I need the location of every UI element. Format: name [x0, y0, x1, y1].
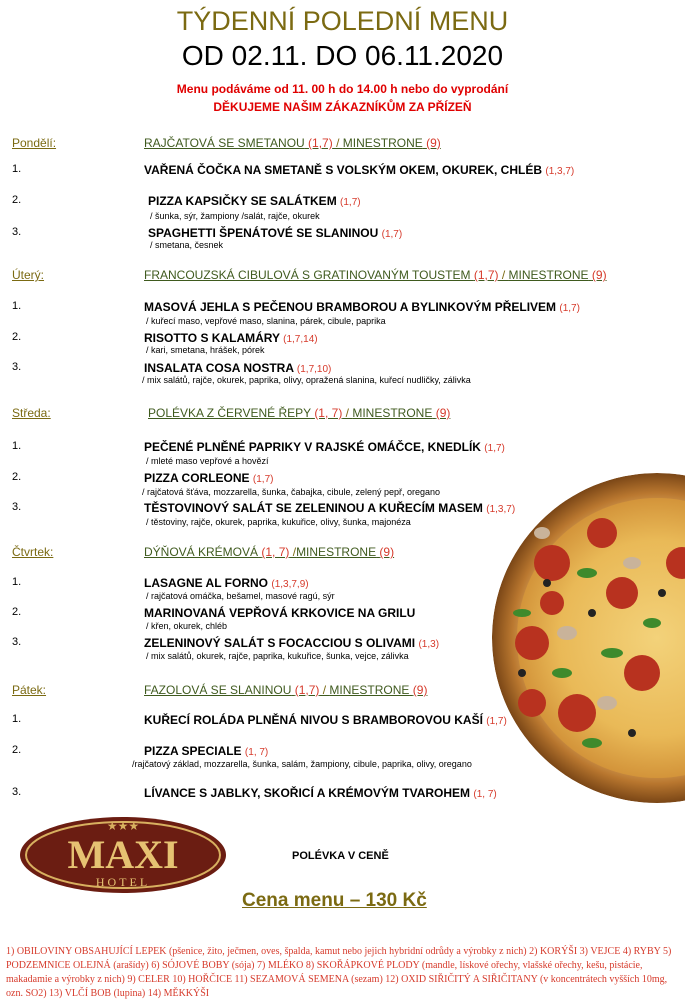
dish-allergens: (1, 7) — [473, 789, 497, 800]
date-range: OD 02.11. DO 06.11.2020 — [181, 40, 504, 71]
dish-name: PEČENÉ PLNĚNÉ PAPRIKY V RAJSKÉ OMÁČCE, KNEDLÍK — [144, 440, 481, 454]
dish-number: 3. — [12, 226, 22, 238]
dish-line — [144, 576, 309, 590]
soup2-name: MINESTRONE — [352, 406, 433, 420]
soup-line — [148, 406, 450, 420]
dish-ingredients: / šunka, sýr, žampiony /salát, rajče, okurek — [150, 211, 320, 221]
soup2-name: MINESTRONE — [329, 683, 410, 697]
dish-number: 1. — [12, 163, 22, 175]
dish-number: 1. — [12, 576, 22, 588]
dish-line — [144, 744, 268, 758]
soup-separator: / — [342, 406, 353, 420]
day-label: Čtvrtek: — [12, 545, 54, 559]
soup-separator: / — [289, 545, 297, 559]
dish-line — [144, 471, 273, 485]
soup-name: FAZOLOVÁ SE SLANINOU — [144, 683, 292, 697]
soup-allergens: (1, 7) — [261, 545, 290, 559]
dish-name: PIZZA SPECIALE — [144, 744, 242, 758]
logo-sub: HOTEL — [95, 875, 151, 889]
dish-line — [144, 331, 318, 345]
dish-name: MASOVÁ JEHLA S PEČENOU BRAMBOROU A BYLINKOVÝM PŘELIVEM — [144, 300, 557, 314]
dish-name: LASAGNE AL FORNO — [144, 576, 269, 590]
dish-line — [144, 163, 574, 177]
dish-ingredients: / rajčatová omáčka, bešamel, masové ragú, sýr — [146, 591, 335, 601]
soup-separator: / — [498, 268, 509, 282]
pizza-photo — [492, 473, 685, 803]
dish-number: 3. — [12, 636, 22, 648]
serving-hours: Menu podáváme od 11. 00 h do 14.00 h nebo do vyprodání — [176, 82, 509, 96]
dish-line — [144, 786, 497, 800]
dish-ingredients: / kari, smetana, hrášek, pórek — [146, 345, 265, 355]
soup-separator: / — [332, 136, 343, 150]
dish-number: 3. — [12, 361, 22, 373]
day-label: Pondělí: — [12, 136, 57, 150]
soup-name: RAJČATOVÁ SE SMETANOU — [144, 136, 305, 150]
soup2-allergens: (9) — [426, 136, 441, 150]
dish-allergens: (1,7) — [559, 303, 580, 314]
dish-ingredients: /rajčatový základ, mozzarella, šunka, salám, žampiony, cibule, paprika, olivy, oregano — [132, 759, 472, 769]
logo-name: MAXI — [67, 832, 179, 877]
dish-allergens: (1,3) — [418, 639, 440, 650]
dish-line — [144, 440, 505, 454]
dish-allergens: (1,7) — [484, 443, 505, 454]
dish-number: 3. — [12, 786, 22, 798]
soup-line — [144, 136, 441, 150]
soup-allergens: (1,7) — [294, 683, 320, 697]
dish-ingredients: / mleté maso vepřové a hovězí — [146, 456, 269, 466]
soup2-allergens: (9) — [591, 268, 607, 282]
dish-name: PIZZA CORLEONE — [144, 471, 250, 485]
dish-number: 3. — [12, 501, 22, 513]
dish-allergens: (1,3,7) — [486, 504, 516, 515]
dish-allergens: (1,7) — [381, 229, 403, 240]
dish-allergens: (1,7) — [252, 474, 274, 485]
dish-ingredients: / těstoviny, rajče, okurek, paprika, kukuřice, olivy, šunka, majonéza — [146, 517, 411, 527]
soup-line — [144, 545, 394, 559]
dish-name: ZELENINOVÝ SALÁT S FOCACCIOU S OLIVAMI — [144, 636, 416, 650]
soup2-allergens: (9) — [435, 406, 451, 420]
dish-line — [148, 194, 361, 208]
dish-name: SPAGHETTI ŠPENÁTOVÉ SE SLANINOU — [148, 226, 379, 240]
dish-line — [144, 501, 515, 515]
soup-line — [144, 268, 607, 282]
dish-name: KUŘECÍ ROLÁDA PLNĚNÁ NIVOU S BRAMBOROVOU KAŠÍ — [144, 713, 483, 727]
dish-ingredients: / mix salátů, okurek, rajče, paprika, kukuřice, šunka, vejce, zálivka — [146, 651, 409, 661]
dish-allergens: (1, 7) — [244, 747, 269, 758]
dish-ingredients: / kuřecí maso, vepřové maso, slanina, párek, cibule, paprika — [146, 316, 386, 326]
dish-line — [144, 606, 415, 620]
dish-name: TĚSTOVINOVÝ SALÁT SE ZELENINOU A KUŘECÍM MASEM — [144, 501, 483, 515]
menu-title: TÝDENNÍ POLEDNÍ MENU — [176, 6, 509, 36]
allergen-legend: 1) OBILOVINY OBSAHUJÍCÍ LEPEK (pšenice, žito, ječmen, oves, špalda, kamut nebo jejich hybridní odrůdy a výrobky z nich) 2) KORÝŠI 3) VEJCE 4) RYBY 5) PODZEMNICE OLEJNÁ (arašídy) 6) SÓJOVÉ BOBY (sója) 7) MLÉKO 8) SKOŘÁPKOVÉ PLODY (mandle, lískové ořechy, vlašské ořechy, kešu, pistácie, makadamie a výrobky z nich) 9) CELER 10) HOŘČICE 11) SEZAMOVÁ SEMENA (sezam) 12) OXID SIŘIČITÝ A SIŘIČITANY (v koncentrátech vyšších 10mg, ozn. SO2) 13) VLČÍ BOB (lupina) 14) MĚKKÝŠI — [6, 946, 672, 999]
dish-number: 2. — [12, 744, 22, 756]
soup2-name: MINESTRONE — [342, 136, 423, 150]
soup2-name: MINESTRONE — [508, 268, 589, 282]
soup-allergens: (1, 7) — [314, 406, 343, 420]
dish-name: RISOTTO S KALAMÁRY — [144, 331, 280, 345]
day-label: Pátek: — [12, 683, 47, 697]
dish-ingredients: / rajčatová šťáva, mozzarella, šunka, čabajka, cibule, zelený pepř, oregano — [142, 487, 441, 497]
logo-stars: ★★★ — [106, 819, 140, 833]
dish-number: 2. — [12, 331, 22, 343]
soup-allergens: (1,7) — [308, 136, 333, 150]
dish-line — [144, 361, 331, 375]
dish-number: 2. — [12, 471, 22, 483]
dish-name: INSALATA COSA NOSTRA — [144, 361, 294, 375]
soup-separator: / — [319, 683, 330, 697]
day-label: Úterý: — [12, 268, 45, 282]
soup2-name: MINESTRONE — [296, 545, 377, 559]
soup-included: POLÉVKA V CENĚ — [292, 850, 389, 862]
dish-name: LÍVANCE S JABLKY, SKOŘICÍ A KRÉMOVÝM TVAROHEM — [144, 786, 471, 800]
soup-name: POLÉVKA Z ČERVENÉ ŘEPY — [148, 406, 311, 420]
dish-allergens: (1,3,7) — [545, 166, 575, 177]
dish-line — [144, 713, 507, 727]
dish-name: PIZZA KAPSIČKY SE SALÁTKEM — [148, 194, 337, 208]
menu-price: Cena menu – 130 Kč — [242, 890, 427, 911]
dish-line — [144, 636, 439, 650]
soup-name: DÝŇOVÁ KRÉMOVÁ — [144, 545, 259, 559]
maxi-hotel-logo — [18, 815, 228, 895]
day-label: Středa: — [12, 406, 51, 420]
thanks-note: DĚKUJEME NAŠIM ZÁKAZNÍKŮM ZA PŘÍZEŇ — [213, 100, 472, 114]
dish-name: MARINOVANÁ VEPŘOVÁ KRKOVICE NA GRILU — [144, 606, 416, 620]
soup-allergens: (1,7) — [473, 268, 499, 282]
dish-line — [144, 300, 580, 314]
dish-allergens: (1,7,10) — [296, 364, 332, 375]
dish-ingredients: / mix salátů, rajče, okurek, paprika, olivy, opražená slanina, kuřecí nudličky, zálivka — [142, 375, 471, 385]
dish-number: 1. — [12, 440, 22, 452]
dish-ingredients: / smetana, česnek — [150, 240, 224, 250]
dish-name: VAŘENÁ ČOČKA NA SMETANĚ S VOLSKÝM OKEM, OKUREK, CHLÉB — [144, 163, 543, 177]
dish-allergens: (1,7) — [486, 716, 507, 727]
dish-allergens: (1,7,14) — [283, 334, 318, 345]
dish-number: 1. — [12, 300, 22, 312]
soup-line — [144, 683, 427, 697]
soup2-allergens: (9) — [379, 545, 395, 559]
dish-number: 2. — [12, 194, 22, 206]
dish-line — [148, 226, 402, 240]
soup2-allergens: (9) — [412, 683, 428, 697]
dish-ingredients: / křen, okurek, chléb — [146, 621, 228, 631]
soup-name: FRANCOUZSKÁ CIBULOVÁ S GRATINOVANÝM TOUSTEM — [144, 268, 471, 282]
dish-allergens: (1,7) — [340, 197, 361, 208]
dish-number: 2. — [12, 606, 22, 618]
dish-number: 1. — [12, 713, 22, 725]
dish-allergens: (1,3,7,9) — [271, 579, 309, 590]
